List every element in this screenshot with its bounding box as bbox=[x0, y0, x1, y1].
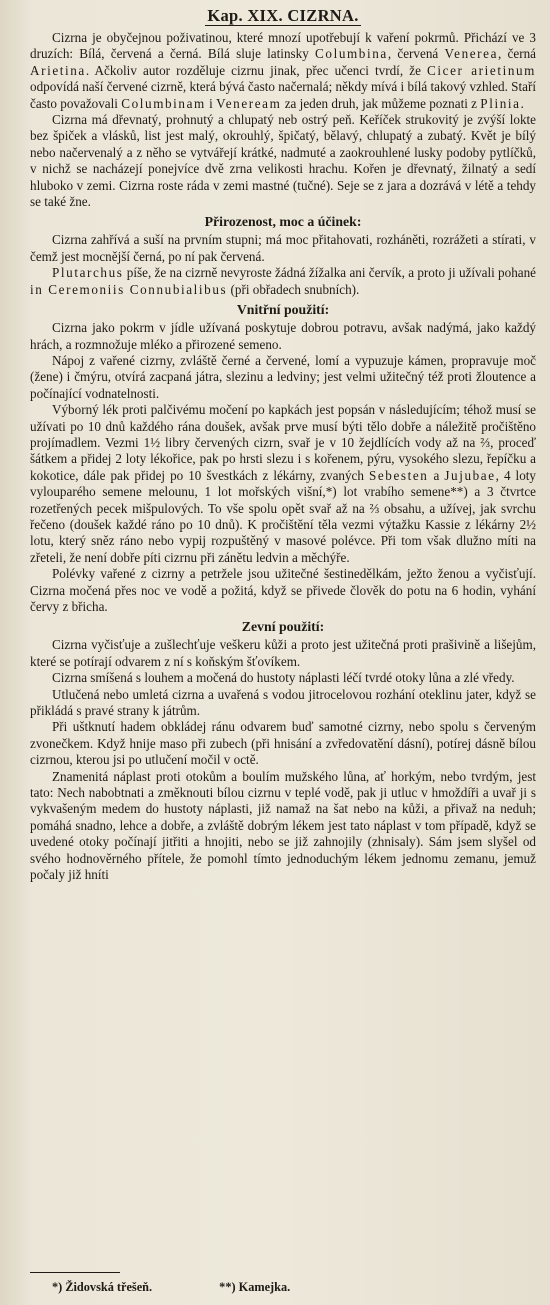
section-heading: Vnitřní použití: bbox=[236, 302, 330, 318]
spaced-term: Plinia bbox=[480, 95, 521, 111]
spaced-term: Plutarchus bbox=[52, 265, 124, 281]
footnote-1: *) Židovská třešeň. bbox=[52, 1280, 153, 1294]
body-paragraph: Utlučená nebo umletá cizrna a uvařená s vodou jitrocelovou rozhání oteklinu jater, když se přikládá s pravé strany k játrům. bbox=[30, 686, 536, 719]
spaced-term: Columbinam bbox=[121, 95, 206, 111]
body-paragraph: Znamenitá náplast proti otokům a boulím mužského lůna, ať horkým, nebo tvrdým, jest tato: Nech nabobtnati a změknouti bílou cizrnu v teplé vodě, pak ji utluc v hmoždíři a uvař ji s vykvašeným medem do hustoty náplasti, již namaž na šat nebo na kůži, a přivaž na neduh; pomáhá snadno, lehce a dobře, a zvláště dobrým lékem jest tato náplast v tom případě, když se uvedené otoky počínají jitřiti a hnojiti, nebo se již zahnojily (zhnisaly). Sám jsem slyšel od svého hodnověrného přítele, že pomohl tímto jednoduchým lékem jednomu zemanu, jemuž počaly již hníti bbox=[30, 768, 536, 883]
footnotes bbox=[30, 1272, 536, 1295]
footnote-rule bbox=[30, 1272, 120, 1273]
body-paragraph: Polévky vařené z cizrny a petržele jsou užitečné šestinedělkám, ježto ženou a vyčisťují. Cizrna močená přes noc ve vodě a požitá, když se přivede člověk do potu na 6 hodin, vyhání červy z břicha. bbox=[30, 566, 536, 614]
chapter-title-text: Kap. XIX. CIZRNA. bbox=[207, 6, 359, 25]
section-heading: Zevní použití: bbox=[241, 619, 325, 635]
body-paragraph: Cizrna jako pokrm v jídle užívaná poskytuje dobrou potravu, avšak nadýmá, jako každý hrách, a rozmnožuje mléko a přirozené semeno. bbox=[30, 320, 536, 352]
spaced-term: Arietina bbox=[30, 62, 86, 78]
body-paragraph: Cizrna smíšená s louhem a močená do hustoty náplasti léčí tvrdé otoky lůna a zlé vředy. bbox=[52, 670, 515, 686]
spaced-term: in Ceremoniis Connubialibus bbox=[30, 281, 228, 297]
body-paragraph: Plutarchus píše, že na cizrně nevyroste žádná žížalka ani červík, a proto ji užívali pohané in Ceremoniis Connubialibus (při obřadech snubních). bbox=[30, 265, 536, 297]
body-paragraph: Cizrna vyčisťuje a zušlechťuje veškeru kůži a proto jest užitečná proti prašivině a lišejům, které se potírají odvarem z ní s koňským šťovíkem. bbox=[30, 637, 536, 669]
body-paragraph: Při uštknutí hadem obkládej ránu odvarem buď samotné cizrny, nebo spolu s červeným zvonečkem. Když hnije maso při zubech (při hnisání a zvředovatění dásní), potírej dásně bílou cizrnou, kterou jsi po utlučení močil v octě. bbox=[30, 719, 536, 768]
intro-paragraph: Cizrna má dřevnatý, prohnutý a chlupatý neb ostrý peň. Keříček strukovitý je zvýší lokte bez špiček a vlásků, list jest malý, okrouhlý, špičatý, bělavý, chlupatý a zubatý. Květ je bílý nebo načervenalý a z něho se vytvářejí krátké, nadmuté a zaokrouhlené lusky podoby pytlíčků, v nichž se nacházejí ponejvíce dvě zrna velikosti hrachu. Kořen je dřevnatý, žilnatý a sedí hluboko v zemi. Cizrna roste ráda v zemi mastné (tučné). Seje se z jara a dozrává v létě a tehdy se také žne. bbox=[30, 112, 536, 210]
footnote-line bbox=[30, 1279, 536, 1295]
section-heading: Přirozenost, moc a účinek: bbox=[204, 214, 362, 230]
spaced-term: Veneream bbox=[216, 95, 282, 111]
chapter-body bbox=[30, 30, 536, 884]
body-paragraph: Výborný lék proti palčivému močení po kapkách jest popsán v následujícím; téhož musí se užívati po 10 dnů každého rána doušek, avšak prve musí býti tělo dobře a náležitě pročištěno projímadlem. Vezmi 1½ libry červených cizrn, svař je v 10 žejdlících vody až na ⅔, proceď šátkem a přidej 2 loty lékořice, pak po hrsti slezu i s kořenem, pýru, vysokého slezu, řepíčku a kokotice, dále pak přidej po 10 švestkách z lékárny, zvaných Sebesten a Jujubae, 4 loty vylouparého semene melounu, 1 lot mořských višní,*) lot vrabího semene**) a 3 čtvrtce rozetřených pecek mišpulových. To vše spolu opět svař až na ⅔ obsahu, a užívej, jak svrchu řečeno (doušek každé ráno po 10 dnů). K pročištění těla vezmi výtažku Kassie z lékárny 2½ lotu, který sněz ráno nebo vypij rozpuštěný v masové polévce. Při tom však dlužno míti na zřeteli, že není dobře píti cizrnu při zánětu ledvin a měchýře. bbox=[30, 402, 536, 565]
spaced-term: Sebesten bbox=[368, 467, 429, 483]
body-paragraph: Cizrna zahřívá a suší na prvním stupni; má moc přitahovati, rozháněti, rozrážeti a stírati, v čemž jest mocnější černá, po ní pak červená. bbox=[30, 232, 536, 264]
spaced-term: Cicer arietinum bbox=[427, 62, 536, 78]
spaced-term: Venerea bbox=[444, 46, 499, 62]
body-paragraph: Nápoj z vařené cizrny, zvláště černé a červené, lomí a vypuzuje kámen, propravuje moč (žene) i čmýru, otvírá zacpaná játra, slezinu a ledviny; jest velmi užitečný též proti žloutence a počínající vodnatelnosti. bbox=[30, 352, 536, 401]
chapter-title bbox=[30, 6, 536, 26]
footnote-2: **) Kamejka. bbox=[219, 1280, 291, 1294]
intro-paragraph: Cizrna je obyčejnou poživatinou, které mnozí upotřebují k vaření pokrmů. Přichází ve 3 druzích: Bílá, červená a černá. Bílá sluje latinsky Columbina, červená Venerea, černá Arietina. Ačkoliv autor rozděluje cizrnu jinak, přec učenci tvrdí, že Cicer arietinum odpovídá naší červené cizrně, která bývá často načernalá; někdy mívá i bílá takový vzhled. Staří často považovali Columbinam i Veneream za jeden druh, jak můžeme poznati z Plinia. bbox=[30, 30, 537, 111]
spaced-term: Columbina bbox=[315, 46, 388, 62]
spaced-term: Jujubae bbox=[444, 467, 496, 483]
